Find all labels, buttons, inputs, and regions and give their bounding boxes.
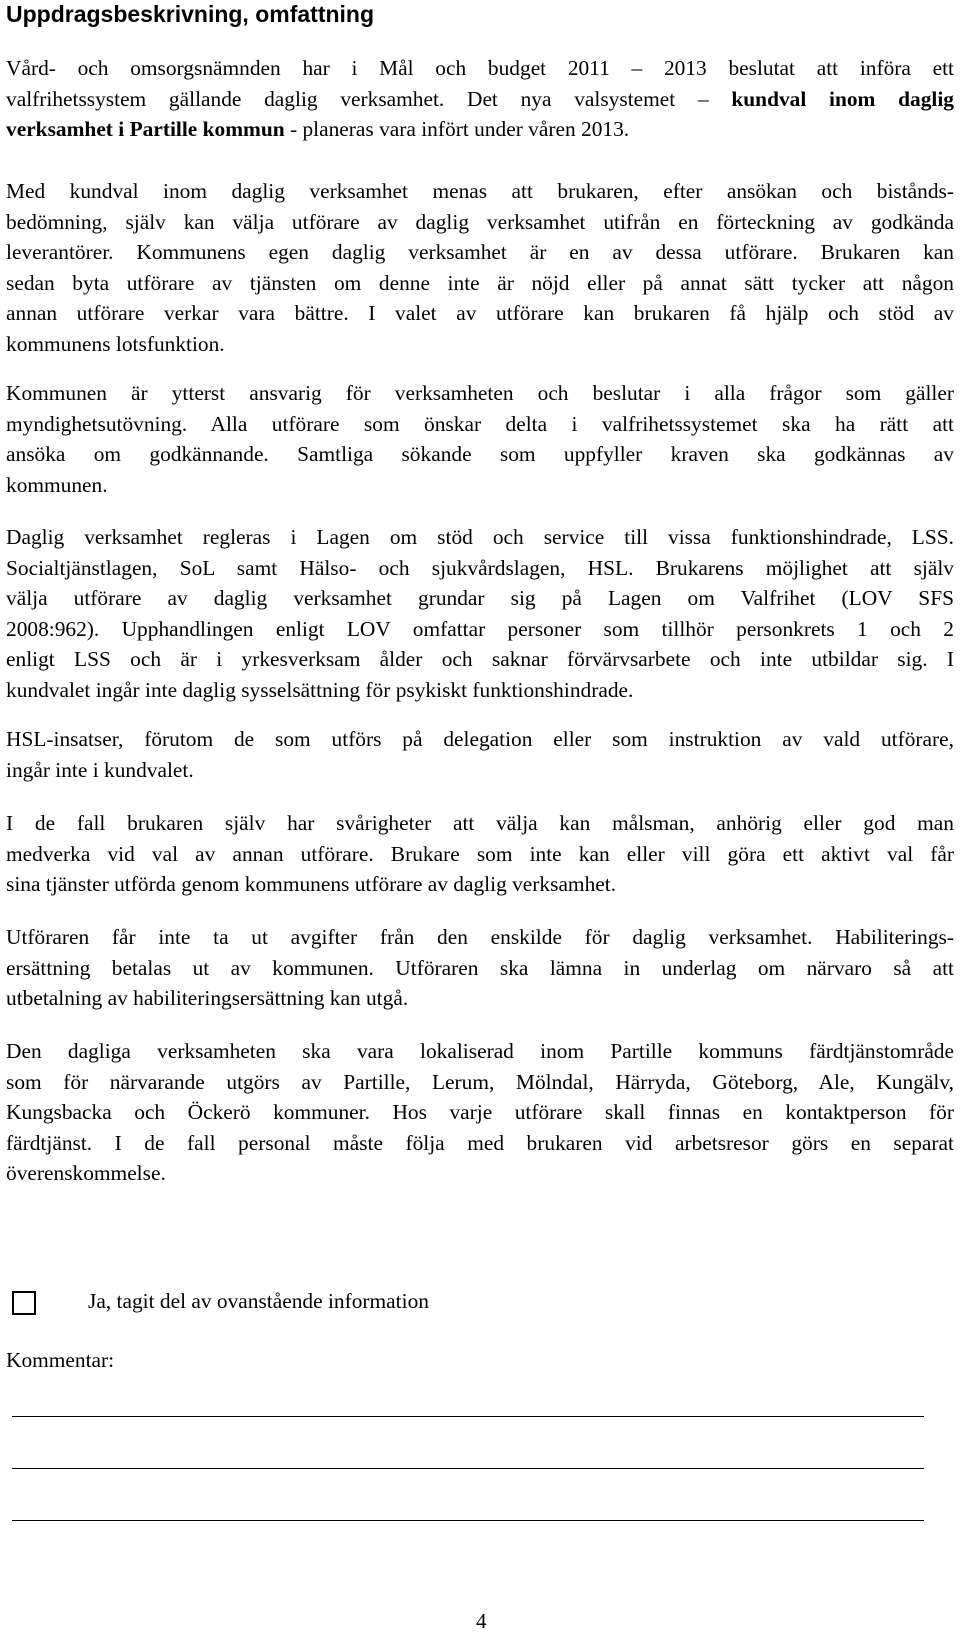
text-line — [6, 583, 954, 614]
comment-line-2[interactable] — [12, 1468, 924, 1469]
text-segment: Daglig verksamhet regleras i Lagen om stöd och service till vissa funktionshindrade, LSS. — [6, 525, 954, 549]
text-segment: medverka vid val av annan utförare. Brukare som inte kan eller vill göra ett aktivt val får — [6, 841, 954, 866]
text-segment: Socialtjänstlagen, SoL samt Hälso- och sjukvårdslagen, HSL. Brukarens möjlighet att själv — [6, 555, 954, 580]
text-segment: 2008:962). Upphandlingen enligt LOV omfattar personer som tillhör personkrets 1 och 2 — [6, 616, 954, 641]
text-segment: som för närvarande utgörs av Partille, Lerum, Mölndal, Härryda, Göteborg, Ale, Kungälv, — [6, 1069, 954, 1094]
text-line — [6, 553, 954, 584]
text-line — [6, 237, 954, 268]
paragraph — [6, 922, 954, 1014]
text-line — [6, 53, 954, 84]
text-segment: välja utförare av daglig verksamhet grundar sig på Lagen om Valfrihet (LOV SFS — [6, 586, 954, 610]
text-line — [6, 953, 954, 984]
text-segment: Kungsbacka och Öckerö kommuner. Hos varje utförare skall finnas en kontaktperson för — [6, 1100, 954, 1124]
text-segment: bedömning, själv kan välja utförare av daglig verksamhet utifrån en förteckning av godkända — [6, 209, 954, 234]
text-line — [6, 298, 954, 329]
text-line — [6, 176, 954, 207]
text-line — [6, 724, 954, 755]
text-segment: - planeras vara infört under våren 2013. — [284, 117, 630, 141]
text-line — [6, 808, 954, 839]
text-line — [6, 522, 954, 553]
text-segment: överenskommelse. — [6, 1161, 166, 1185]
text-segment: Vård- och omsorgsnämnden har i Mål och budget 2011 – 2013 beslutat att införa ett — [6, 56, 954, 80]
paragraph — [6, 176, 954, 359]
text-segment: ingår inte i kundvalet. — [6, 757, 194, 782]
paragraph — [6, 1036, 954, 1189]
document-page — [6, 0, 954, 1635]
text-segment: valfrihetssystem gällande daglig verksamhet. Det nya valsystemet – — [6, 86, 732, 111]
comment-line-1[interactable] — [12, 1416, 924, 1417]
text-line — [6, 207, 954, 238]
comment-label: Kommentar: — [6, 1348, 115, 1372]
paragraph — [6, 808, 954, 900]
bold-text: verksamhet i Partille kommun — [6, 117, 285, 141]
text-line — [6, 1158, 954, 1189]
paragraph — [6, 378, 954, 500]
text-line — [6, 839, 954, 870]
text-line — [6, 329, 954, 360]
bold-text: kundval inom daglig — [731, 86, 954, 111]
confirmation-checkbox[interactable] — [12, 1291, 36, 1315]
text-segment: Med kundval inom daglig verksamhet menas att brukaren, efter ansökan och bistånds- — [6, 179, 954, 203]
text-line — [6, 644, 954, 675]
text-segment: enligt LSS och är i yrkesverksam ålder och saknar förvärvsarbete och inte utbildar sig. I — [6, 647, 954, 671]
text-line — [6, 1097, 954, 1128]
text-line — [6, 922, 954, 953]
text-line — [6, 755, 954, 786]
text-line — [6, 675, 954, 706]
text-line — [6, 1128, 954, 1159]
text-line — [6, 84, 954, 115]
text-segment: Kommunen är ytterst ansvarig för verksamheten och beslutar i alla frågor som gäller — [6, 381, 954, 405]
text-segment: ansöka om godkännande. Samtliga sökande som uppfyller kraven ska godkännas av — [6, 442, 954, 466]
text-segment: kommunen. — [6, 472, 108, 497]
text-line — [6, 409, 954, 440]
page-number: 4 — [476, 1609, 487, 1633]
text-segment: sedan byta utförare av tjänsten om denne inte är nöjd eller på annat sätt tycker att någon — [6, 270, 954, 295]
page-heading: Uppdragsbeskrivning, omfattning — [6, 1, 375, 27]
confirmation-row[interactable] — [12, 1291, 912, 1321]
text-segment: HSL-insatser, förutom de som utförs på delegation eller som instruktion av vald utförare, — [6, 727, 954, 751]
paragraph — [6, 522, 954, 705]
text-line — [6, 1036, 954, 1067]
text-segment: ersättning betalas ut av kommunen. Utföraren ska lämna in underlag om närvaro så att — [6, 955, 954, 980]
text-segment: färdtjänst. I de fall personal måste följa med brukaren vid arbetsresor görs en separat — [6, 1130, 954, 1155]
paragraph — [6, 724, 954, 785]
text-line — [6, 1067, 954, 1098]
text-line — [6, 614, 954, 645]
text-line — [6, 869, 954, 900]
comment-line-3[interactable] — [12, 1520, 924, 1521]
text-segment: I de fall brukaren själv har svårigheter att välja kan målsman, anhörig eller god man — [6, 811, 954, 835]
text-line — [6, 470, 954, 501]
text-line — [6, 983, 954, 1014]
text-line — [6, 268, 954, 299]
text-segment: kommunens lotsfunktion. — [6, 331, 225, 356]
text-segment: leverantörer. Kommunens egen daglig verksamhet är en av dessa utförare. Brukaren kan — [6, 240, 954, 264]
confirmation-label: Ja, tagit del av ovanstående information — [88, 1289, 429, 1313]
paragraph — [6, 53, 954, 145]
text-segment: myndighetsutövning. Alla utförare som önskar delta i valfrihetssystemet ska ha rätt att — [6, 411, 954, 436]
text-line — [6, 378, 954, 409]
text-segment: utbetalning av habiliteringsersättning kan utgå. — [6, 986, 409, 1010]
text-segment: annan utförare verkar vara bättre. I valet av utförare kan brukaren få hjälp och stöd av — [6, 301, 954, 325]
text-line — [6, 114, 954, 145]
text-line — [6, 439, 954, 470]
text-segment: kundvalet ingår inte daglig sysselsättning för psykiskt funktionshindrade. — [6, 677, 634, 702]
text-segment: Den dagliga verksamheten ska vara lokaliserad inom Partille kommuns färdtjänstområde — [6, 1039, 954, 1063]
text-segment: sina tjänster utförda genom kommunens utförare av daglig verksamhet. — [6, 872, 617, 896]
text-segment: Utföraren får inte ta ut avgifter från den enskilde för daglig verksamhet. Habiliterings- — [6, 925, 954, 949]
